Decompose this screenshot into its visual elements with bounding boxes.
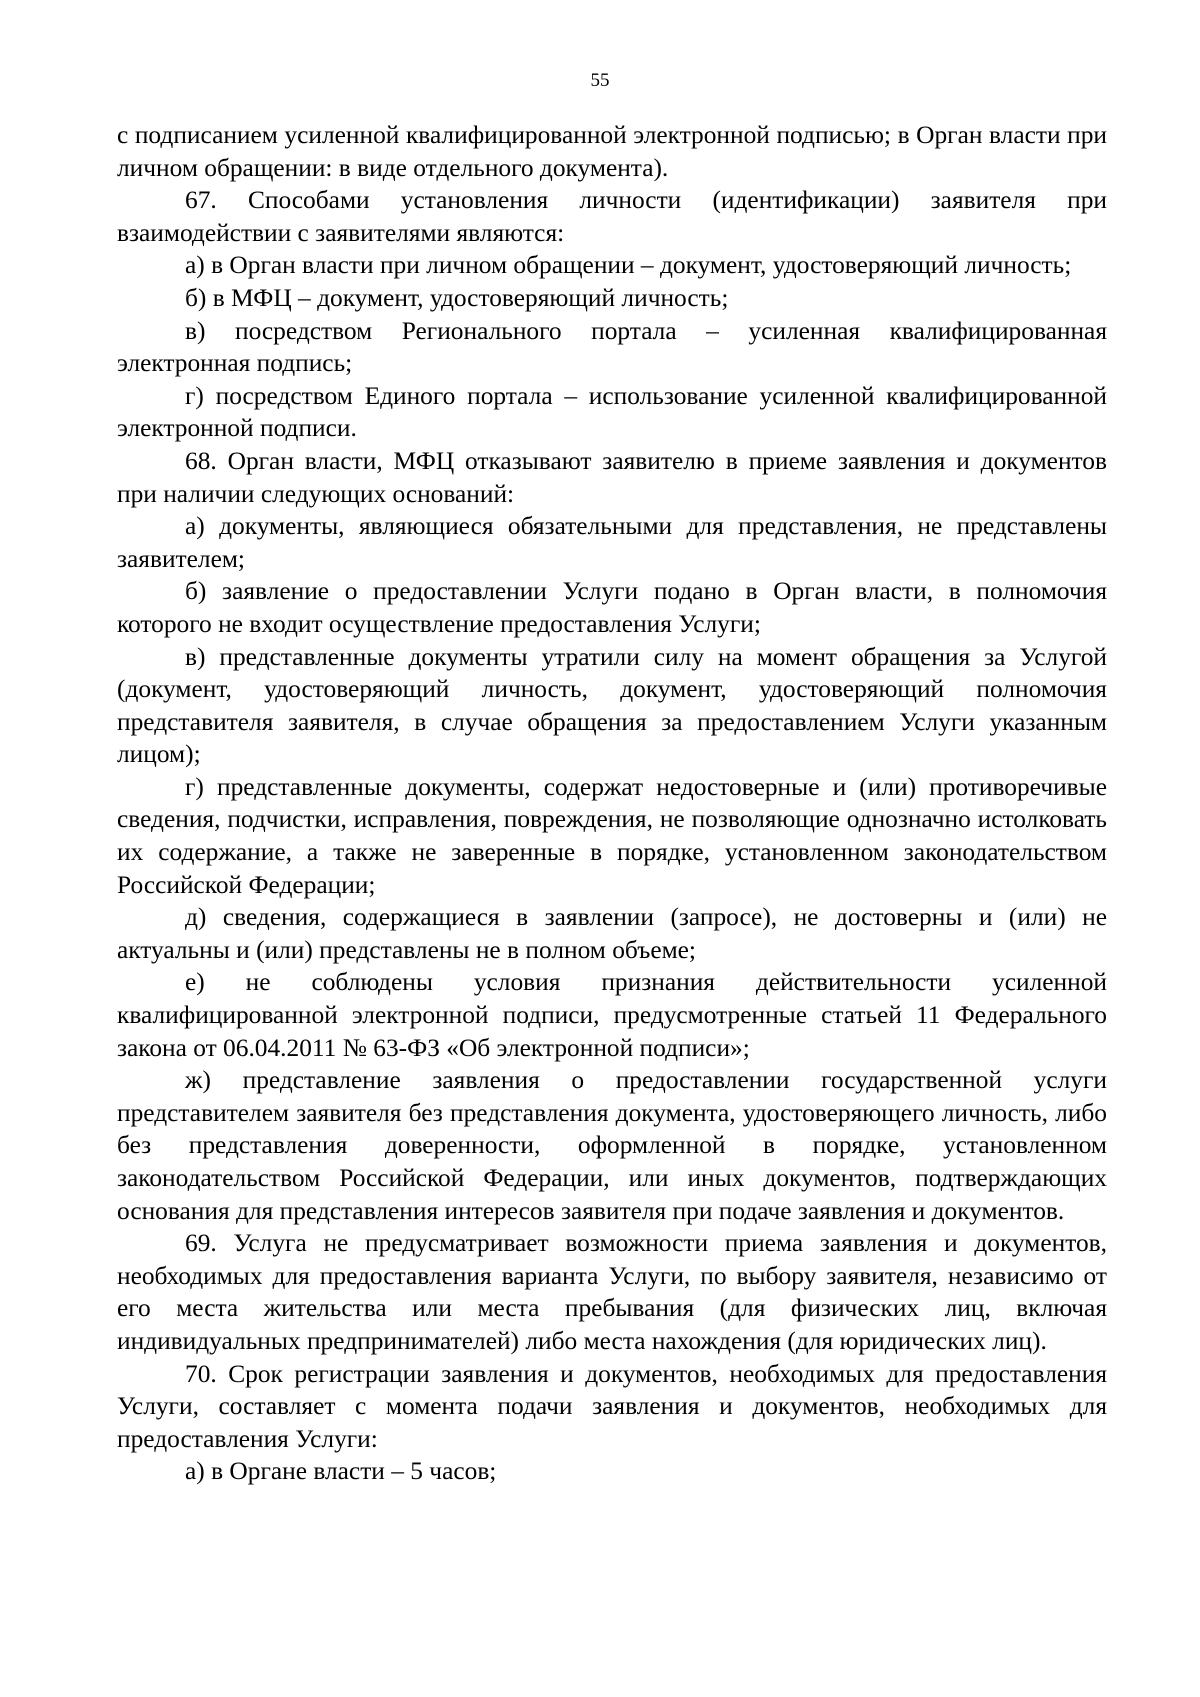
paragraph-68-v: в) представленные документы утратили силу на момент обращения за Услугой (документ, удостоверяющий личность, документ, удостоверяющий полномочия представителя заявителя, в случае обращения за предоставлением Услуги указанным лицом); bbox=[117, 642, 1107, 769]
paragraph-continuation: с подписанием усиленной квалифицированной электронной подписью; в Орган власти при личном обращении: в виде отдельного документа). bbox=[117, 121, 1107, 182]
paragraph-67-v: в) посредством Регионального портала – усиленная квалифицированная электронная подпись; bbox=[117, 316, 1107, 378]
paragraph-67: 67. Способами установления личности (идентификации) заявителя при взаимодействии с заявителями являются: bbox=[117, 186, 1107, 247]
paragraph-70: 70. Срок регистрации заявления и документов, необходимых для предоставления Услуги, составляет с момента подачи заявления и документов, необходимых для предоставления Услуги: bbox=[117, 1359, 1107, 1453]
page-number: 55 bbox=[590, 70, 610, 91]
paragraph-68-b: б) заявление о предоставлении Услуги подано в Орган власти, в полномочия которого не входит осуществление предоставления Услуги; bbox=[117, 577, 1107, 638]
paragraph-68-g: г) представленные документы, содержат недостоверные и (или) противоречивые сведения, подчистки, исправления, повреждения, не позволяющие однозначно истолковать их содержание, а также не заверенные в порядке, установленном законодательством Российской Федерации; bbox=[117, 772, 1107, 899]
paragraph-68-d: д) сведения, содержащиеся в заявлении (запросе), не достоверны и (или) не актуальны и (или) представлены не в полном объеме; bbox=[117, 903, 1107, 964]
paragraph-68-a: а) документы, являющиеся обязательными для представления, не представлены заявителем; bbox=[117, 512, 1107, 573]
paragraph-68-e: е) не соблюдены условия признания действительности усиленной квалифицированной электронной подписи, предусмотренные статьей 11 Федерального закона от 06.04.2011 № 63-ФЗ «Об электронной подписи»; bbox=[117, 968, 1107, 1062]
paragraph-67-a: а) в Орган власти при личном обращении – документ, удостоверяющий личность; bbox=[185, 251, 1072, 280]
document-body bbox=[117, 119, 1107, 1488]
paragraph-70-a: а) в Органе власти – 5 часов; bbox=[185, 1457, 497, 1486]
paragraph-69: 69. Услуга не предусматривает возможности приема заявления и документов, необходимых для предоставления варианта Услуги, по выбору заявителя, независимо от его места жительства или места пребывания (для физических лиц, включая индивидуальных предпринимателей) либо места нахождения (для юридических лиц). bbox=[117, 1229, 1107, 1355]
paragraph-68-zh: ж) представление заявления о предоставлении государственной услуги представителем заявителя без представления документа, удостоверяющего личность, либо без представления доверенности, оформленной в порядке, установленном законодательством Российской Федерации, или иных документов, подтверждающих основания для представления интересов заявителя при подаче заявления и документов. bbox=[117, 1066, 1107, 1225]
paragraph-68: 68. Орган власти, МФЦ отказывают заявителю в приеме заявления и документов при наличии следующих оснований: bbox=[117, 446, 1107, 508]
paragraph-67-b: б) в МФЦ – документ, удостоверяющий личность; bbox=[185, 283, 729, 312]
paragraph-67-g: г) посредством Единого портала – использование усиленной квалифицированной электронной подписи. bbox=[117, 381, 1107, 443]
